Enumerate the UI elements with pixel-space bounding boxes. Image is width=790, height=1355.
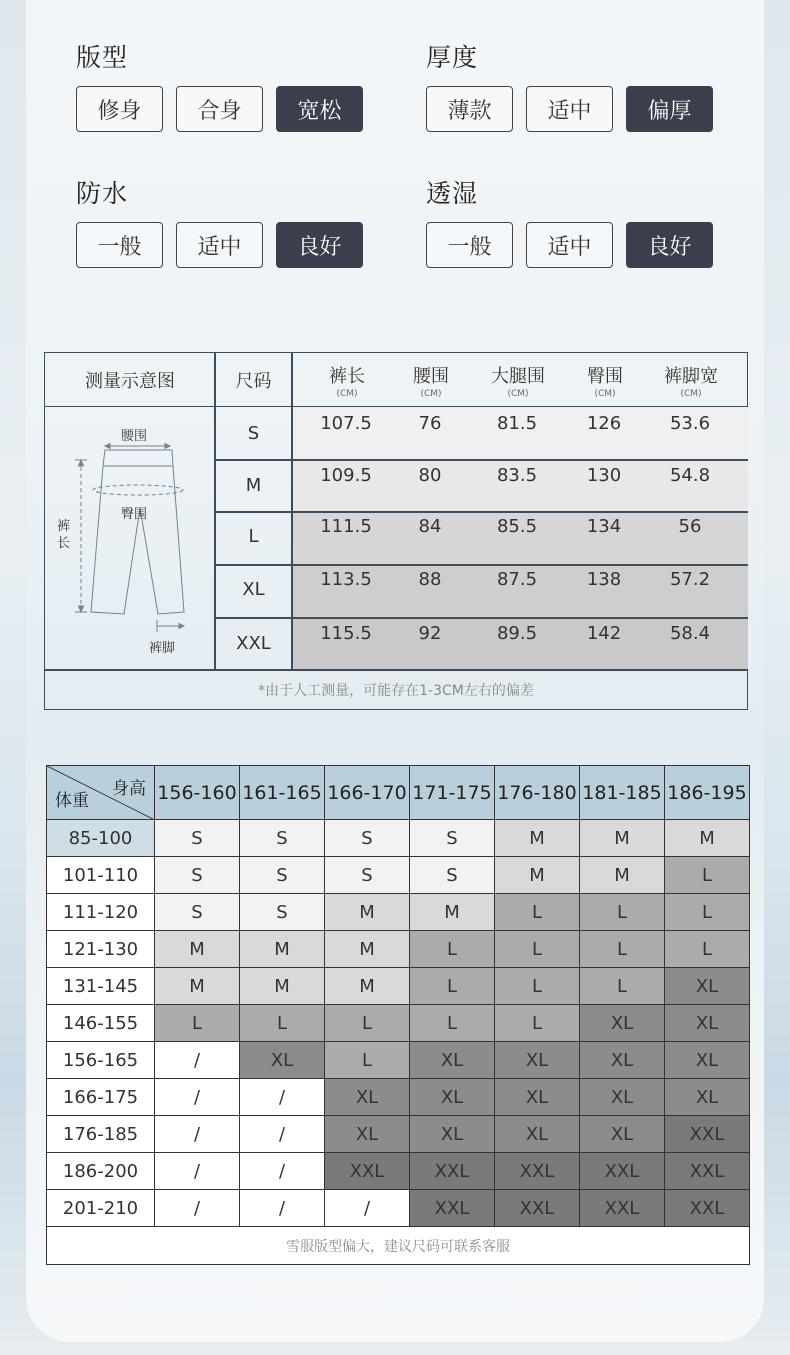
weight-cell: 131-145 bbox=[47, 968, 155, 1005]
size-cell: L bbox=[325, 1042, 410, 1079]
attr-title: 厚度 bbox=[426, 43, 479, 72]
option-average: 一般 bbox=[426, 222, 513, 268]
size-cell: XL bbox=[410, 1116, 495, 1153]
recommendation-note: 雪服版型偏大，建议尺码可联系客服 bbox=[47, 1227, 750, 1265]
option-thick-selected: 偏厚 bbox=[626, 86, 713, 132]
size-cell: L bbox=[580, 968, 665, 1005]
option-loose-selected: 宽松 bbox=[276, 86, 363, 132]
size-cell: XXL bbox=[495, 1153, 580, 1190]
size-cell: XL bbox=[495, 1079, 580, 1116]
col-header-hem: 裤脚宽 (CM) bbox=[664, 365, 718, 399]
size-cell: / bbox=[155, 1079, 240, 1116]
recommendation-row bbox=[47, 894, 750, 931]
option-medium: 适中 bbox=[176, 222, 263, 268]
size-cell: L bbox=[495, 931, 580, 968]
size-cell: M bbox=[580, 820, 665, 857]
size-label-s: S bbox=[247, 423, 260, 444]
col-header-thigh: 大腿围 (CM) bbox=[491, 365, 545, 399]
size-cell: XL bbox=[580, 1042, 665, 1079]
height-header: 166-170 bbox=[325, 766, 410, 820]
recommendation-row bbox=[47, 820, 750, 857]
size-cell: L bbox=[325, 1005, 410, 1042]
size-cell: XXL bbox=[665, 1190, 750, 1227]
size-cell: S bbox=[410, 857, 495, 894]
col-header-length: 裤长 (CM) bbox=[329, 365, 365, 399]
height-header: 156-160 bbox=[155, 766, 240, 820]
size-cell: L bbox=[580, 931, 665, 968]
size-cell: L bbox=[410, 1005, 495, 1042]
diagram-waist-label: 腰围 bbox=[121, 429, 148, 444]
size-cell: XL bbox=[240, 1042, 325, 1079]
size-measurement-table: 测量示意图 尺码 裤长 (CM) 腰围 (CM) 大腿围 (CM) 臀围 (CM) 裤脚宽 (CM) S 107.5 76 81.5 126 53.6 M 109.5 80 83.5 130 54.8 L 111.5 84 85.5 134 56 XL 113.5 88 87.5 138 57.2 XXL 115.5 92 89.5 142 58.4 腰围 臀围 裤长 裤脚 *由于人工测量，可能存在1-3CM左右的偏差 bbox=[44, 352, 748, 710]
recommendation-row bbox=[47, 857, 750, 894]
size-cell: L bbox=[410, 968, 495, 1005]
size-cell: M bbox=[155, 931, 240, 968]
size-label-xl: XL bbox=[242, 579, 265, 600]
weight-cell: 176-185 bbox=[47, 1116, 155, 1153]
attr-title: 透湿 bbox=[426, 179, 479, 208]
size-cell: XL bbox=[580, 1079, 665, 1116]
size-cell: L bbox=[665, 894, 750, 931]
size-cell: M bbox=[325, 931, 410, 968]
size-cell: XL bbox=[665, 968, 750, 1005]
size-cell: XL bbox=[580, 1005, 665, 1042]
size-header: 尺码 bbox=[235, 371, 272, 392]
size-cell: S bbox=[240, 820, 325, 857]
size-cell: M bbox=[665, 820, 750, 857]
size-cell: S bbox=[325, 857, 410, 894]
recommendation-row bbox=[47, 1079, 750, 1116]
height-label: 身高 bbox=[112, 779, 146, 799]
size-cell: XXL bbox=[410, 1190, 495, 1227]
attr-group-waterproof bbox=[76, 174, 363, 268]
size-cell: XL bbox=[410, 1042, 495, 1079]
size-cell: S bbox=[155, 820, 240, 857]
size-cell: / bbox=[240, 1116, 325, 1153]
option-thin: 薄款 bbox=[426, 86, 513, 132]
attr-title: 防水 bbox=[76, 179, 129, 208]
option-regular: 合身 bbox=[176, 86, 263, 132]
size-cell: M bbox=[240, 968, 325, 1005]
option-medium: 适中 bbox=[526, 86, 613, 132]
col-header-hip: 臀围 (CM) bbox=[587, 365, 623, 399]
size-cell: S bbox=[410, 820, 495, 857]
size-cell: M bbox=[325, 894, 410, 931]
size-cell: / bbox=[155, 1190, 240, 1227]
size-cell: S bbox=[240, 894, 325, 931]
weight-cell: 146-155 bbox=[47, 1005, 155, 1042]
recommendation-row bbox=[47, 1005, 750, 1042]
size-cell: M bbox=[495, 857, 580, 894]
size-cell: XL bbox=[325, 1116, 410, 1153]
size-cell: L bbox=[410, 931, 495, 968]
size-cell: L bbox=[495, 894, 580, 931]
size-cell: / bbox=[240, 1079, 325, 1116]
option-slim: 修身 bbox=[76, 86, 163, 132]
corner-header bbox=[47, 766, 155, 820]
size-recommendation-table bbox=[46, 765, 750, 1265]
height-header: 161-165 bbox=[240, 766, 325, 820]
size-cell: M bbox=[495, 820, 580, 857]
size-cell: XXL bbox=[580, 1153, 665, 1190]
size-cell: XL bbox=[665, 1042, 750, 1079]
size-cell: XXL bbox=[665, 1153, 750, 1190]
option-good-selected: 良好 bbox=[626, 222, 713, 268]
diagram-hip-label: 臀围 bbox=[121, 507, 148, 522]
option-average: 一般 bbox=[76, 222, 163, 268]
option-good-selected: 良好 bbox=[276, 222, 363, 268]
weight-cell: 186-200 bbox=[47, 1153, 155, 1190]
weight-cell: 156-165 bbox=[47, 1042, 155, 1079]
size-cell: / bbox=[155, 1153, 240, 1190]
size-cell: XXL bbox=[580, 1190, 665, 1227]
diagram-header: 测量示意图 bbox=[85, 371, 175, 392]
size-cell: / bbox=[155, 1116, 240, 1153]
size-cell: L bbox=[495, 968, 580, 1005]
height-header: 181-185 bbox=[580, 766, 665, 820]
size-cell: L bbox=[665, 931, 750, 968]
size-cell: XL bbox=[410, 1079, 495, 1116]
recommendation-row bbox=[47, 1190, 750, 1227]
height-header: 186-195 bbox=[665, 766, 750, 820]
size-cell: L bbox=[240, 1005, 325, 1042]
recommendation-row bbox=[47, 1153, 750, 1190]
col-header-waist: 腰围 (CM) bbox=[413, 365, 449, 399]
measurement-note: *由于人工测量，可能存在1-3CM左右的偏差 bbox=[45, 669, 747, 709]
size-cell: XL bbox=[495, 1042, 580, 1079]
size-cell: M bbox=[155, 968, 240, 1005]
size-label-m: M bbox=[245, 475, 262, 496]
weight-cell: 201-210 bbox=[47, 1190, 155, 1227]
option-medium: 适中 bbox=[526, 222, 613, 268]
attr-group-fit bbox=[76, 38, 363, 132]
size-cell: M bbox=[410, 894, 495, 931]
height-header: 176-180 bbox=[495, 766, 580, 820]
size-cell: M bbox=[325, 968, 410, 1005]
size-cell: XXL bbox=[410, 1153, 495, 1190]
diagram-hem-label: 裤脚 bbox=[149, 641, 176, 656]
weight-cell: 111-120 bbox=[47, 894, 155, 931]
size-cell: XXL bbox=[495, 1190, 580, 1227]
size-cell: XXL bbox=[325, 1153, 410, 1190]
attr-title: 版型 bbox=[76, 43, 129, 72]
size-cell: S bbox=[155, 894, 240, 931]
recommendation-row bbox=[47, 931, 750, 968]
recommendation-row bbox=[47, 968, 750, 1005]
size-cell: L bbox=[665, 857, 750, 894]
attr-group-breathability bbox=[426, 174, 713, 268]
weight-cell: 121-130 bbox=[47, 931, 155, 968]
size-cell: S bbox=[155, 857, 240, 894]
size-label-xxl: XXL bbox=[236, 633, 271, 654]
size-cell: XL bbox=[665, 1005, 750, 1042]
size-cell: L bbox=[155, 1005, 240, 1042]
size-cell: XL bbox=[665, 1079, 750, 1116]
size-cell: M bbox=[240, 931, 325, 968]
size-cell: / bbox=[240, 1153, 325, 1190]
size-cell: XL bbox=[495, 1116, 580, 1153]
recommendation-row bbox=[47, 1116, 750, 1153]
size-cell: XL bbox=[580, 1116, 665, 1153]
weight-cell: 101-110 bbox=[47, 857, 155, 894]
size-cell: / bbox=[155, 1042, 240, 1079]
weight-cell: 166-175 bbox=[47, 1079, 155, 1116]
size-cell: / bbox=[325, 1190, 410, 1227]
size-cell: S bbox=[325, 820, 410, 857]
size-cell: L bbox=[495, 1005, 580, 1042]
height-header: 171-175 bbox=[410, 766, 495, 820]
recommendation-row bbox=[47, 1042, 750, 1079]
size-cell: / bbox=[240, 1190, 325, 1227]
diagram-length-label: 裤长 bbox=[57, 519, 71, 551]
attr-group-thickness bbox=[426, 38, 713, 132]
weight-cell: 85-100 bbox=[47, 820, 155, 857]
size-cell: XL bbox=[325, 1079, 410, 1116]
size-label-l: L bbox=[248, 526, 259, 547]
weight-label: 体重 bbox=[55, 791, 89, 811]
size-cell: XXL bbox=[665, 1116, 750, 1153]
size-cell: M bbox=[580, 857, 665, 894]
size-cell: L bbox=[580, 894, 665, 931]
size-cell: S bbox=[240, 857, 325, 894]
